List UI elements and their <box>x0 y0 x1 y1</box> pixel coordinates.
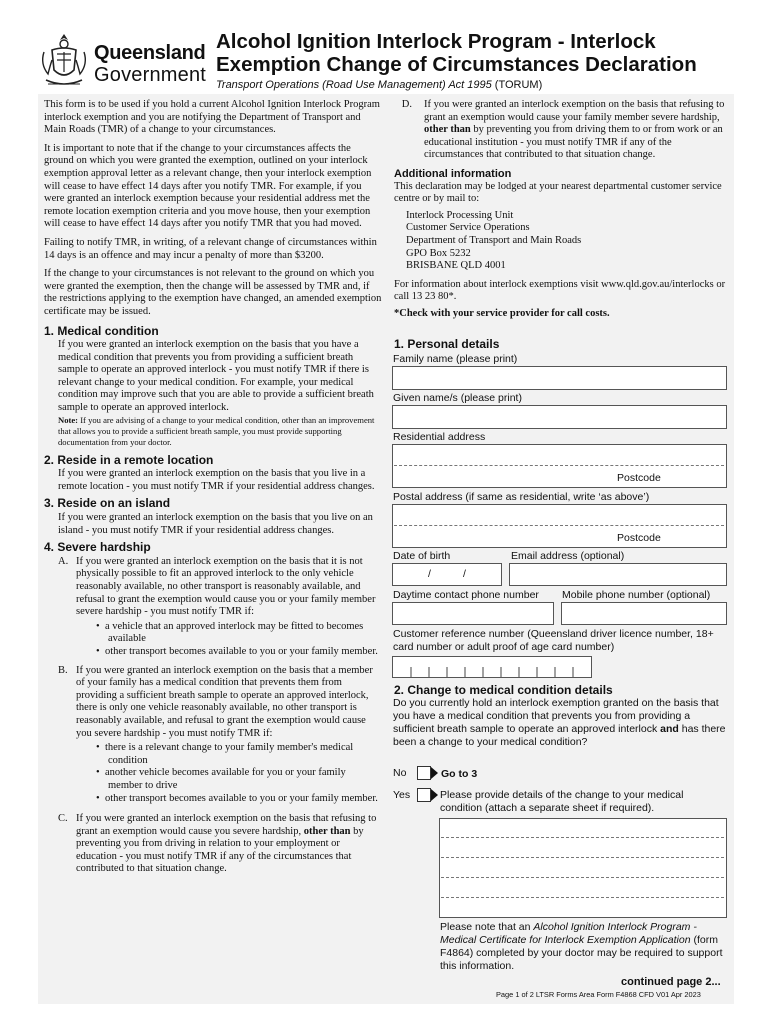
medical-change-heading: 2. Change to medical condition details <box>394 683 613 697</box>
section-heading: 3. Reside on an island <box>44 496 171 511</box>
daytime-phone-input[interactable] <box>392 602 554 625</box>
medical-note: Note: If you are advising of a change to your medical condition, other than an improvement that allows you to provide a sufficient breath sample, you must provide supporting documentation from your doctor. <box>58 414 375 447</box>
additional-info-heading: Additional information <box>394 167 512 180</box>
right-column-info: D. If you were granted an interlock exemption on the basis that refusing to grant an exemption would cause your family member severe hardship, other than by preventing you from driving them to or from work or an educational institution - you must notify TMR if any of the circumstances that contributed to that situation change. Additional information This declaration may be lodged at your nearest departmental customer service centre or by mail to: Interlock Processing Unit Customer Service Operations Department of Transport and Main Roads GPO Box 5232 BRISBANE QLD 4001 For information about interlock exemptions visit www.qld.gov.au/interlocks or call 13 23 80*. *Check with your service provider for call costs. <box>394 99 730 321</box>
footer-text: Page 1 of 2 LTSR Forms Area Form F4868 CFD V01 Apr 2023 <box>496 990 701 999</box>
mailing-address: Interlock Processing Unit Customer Service Operations Department of Transport and Main Roads GPO Box 5232 BRISBANE QLD 4001 <box>406 209 582 272</box>
yes-checkbox[interactable] <box>417 788 431 802</box>
hardship-item-d: D. If you were granted an interlock exemption on the basis that refusing to grant an exemption would cause your family member severe hardship, other than by preventing you from driving them to or from work or an educational institution - you must notify TMR if any of the circumstances that contributed to that situation change. <box>401 99 725 161</box>
hardship-item-a: A. If you were granted an interlock exemption on the basis that it is not physically possible to fit an approved interlock to the only vehicle reasonably available, no other transport is reasonably available, and refusal to grant the exemption would cause you or your family member severe hardship - you must notify TMR if: <box>58 555 376 618</box>
intro-paragraph: It is important to note that if the change to your circumstances affects the ground on which you were granted the exemption, outlined on your interlock exemption approval letter as a relevant change, then your interlock exemption will cease to have effect 14 days after you notify TMR. For example, if you were granted an interlock exemption because your residential address met the remote location exemption criteria and you move house, then your exemption will cease to have effect 14 days after you notify TMR that you had moved. <box>44 142 372 230</box>
medical-change-question: Do you currently hold an interlock exemption granted on the basis that you have a medical condition that prevents you from providing a sufficient breath sample to operate an approved interlock and has there been a change to your medical condition? <box>393 697 726 748</box>
section-heading: 2. Reside in a remote location <box>44 452 214 467</box>
medical-change-details-input[interactable] <box>439 818 727 918</box>
intro-paragraph: Failing to notify TMR, in writing, of a relevant change of circumstances within 14 days is an offence and may incur a penalty of more than $3200. <box>44 236 377 261</box>
intro-paragraph: If the change to your circumstances is not relevant to the ground on which you were granted the exemption, then the change will be assessed by TMR and, if the restrictions applying to the exemption have changed, an amended exemption certificate may be issued. <box>44 268 382 317</box>
intro-paragraph: This form is to be used if you hold a current Alcohol Ignition Interlock Program interlock exemption and you are notifying the Department of Transport and Main Roads (TMR) of a change to your circumstances. <box>44 99 380 136</box>
family-name-input[interactable] <box>392 366 727 390</box>
customer-reference-input[interactable] <box>392 656 592 678</box>
residential-address-input[interactable] <box>392 444 727 488</box>
go-to-3-label: Go to 3 <box>441 768 478 780</box>
medical-certificate-note: Please note that an Alcohol Ignition Interlock Program - Medical Certificate for Interlock Exemption Application (form F4864) completed by your doctor may be required to support this information. <box>440 921 723 972</box>
personal-details-heading: 1. Personal details <box>394 337 500 351</box>
hardship-item-c: C. If you were granted an interlock exemption on the basis that refusing to grant an exemption would cause you severe hardship, other than by preventing you from driving in relation to your employment or education - you must notify TMR if any of the circumstances that contributed to that situation change. <box>58 813 377 875</box>
hardship-item-b: B. If you were granted an interlock exemption on the basis that a member of your family has a medical condition that prevents them from providing a sufficient breath sample to operate an approved interlock, there is only one vehicle reasonably available, no other transport is reasonably available, and refusal to grant the exemption would cause you severe hardship - you must notify TMR if: <box>58 664 373 739</box>
form-subtitle: Transport Operations (Road Use Management) Act 1995 (TORUM) <box>216 79 543 91</box>
email-input[interactable] <box>509 563 727 586</box>
section-heading: 1. Medical condition <box>44 323 159 338</box>
postal-address-input[interactable] <box>392 504 727 548</box>
date-of-birth-input[interactable] <box>392 563 502 586</box>
qld-logo-wordmark: Queensland Government <box>94 42 207 86</box>
arrow-right-icon <box>431 789 438 801</box>
qld-crest-logo <box>38 30 90 90</box>
mobile-phone-input[interactable] <box>561 602 727 625</box>
given-names-input[interactable] <box>392 405 727 429</box>
no-checkbox[interactable] <box>417 766 431 780</box>
digit-dividers <box>393 657 591 677</box>
form-title: Alcohol Ignition Interlock Program - Interlock Exemption Change of Circumstances Declaration <box>216 30 697 76</box>
arrow-right-icon <box>431 767 438 779</box>
continued-label: continued page 2... <box>621 976 721 988</box>
left-column: This form is to be used if you hold a current Alcohol Ignition Interlock Program interlock exemption and you are notifying the Department of Transport and Main Roads (TMR) of a change to your circumstances. It is important to note that if the change to your circumstances affects the ground on which you were granted the exemption, outlined on your interlock exemption approval letter as a relevant change, then your interlock exemption will cease to have effect 14 days after you notify TMR. For example, if you were granted an interlock exemption because your residential address met the remote location exemption criteria and you move house, then your exemption will cease to have effect 14 days after you notify TMR that you had moved. Failing to notify TMR, in writing, of a relevant change of circumstances within 14 days is an offence and may incur a penalty of more than $3200. If the change to your circumstances is not relevant to the ground on which you were granted the exemption, then the change will be assessed by TMR and, if the restrictions applying to the exemption have changed, an amended exemption certificate may be issued. 1. Medical condition If you were granted an interlock exemption on the basis that you have a medical condition that prevents you from providing a sufficient breath sample to operate an approved interlock - you must notify TMR if there is relevant change to your medical condition. For example, your medical condition may improve such that you are able to provide a sufficient breath sample to operate an approved interlock. Note: If you are advising of a change to your medical condition, other than an improvement that allows you to provide a sufficient breath sample, you must provide supporting documentation from your doctor. 2. Reside in a remote location If you were granted an interlock exemption on the basis that you live in a remote location - you must notify TMR if your residential address changes. 3. Reside on an island If you were granted an interlock exemption on the basis that you live on an island - you must notify TMR if your residential address changes. 4. Severe hardship A. If you were granted an interlock exemption on the basis that it is not physically possible to fit an approved interlock to the only vehicle reasonably available, no other transport is reasonably available, and refusal to grant the exemption would cause you or your family member severe hardship - you must notify TMR if: • a vehicle that an approved interlock may be fitted to becomes available • other transport becomes available to you or your family member. B. If you were granted an interlock exemption on the basis that a member of your family has a medical condition that prevents them from providing a sufficient breath sample to operate an approved interlock, there is only one vehicle reasonably available, no other transport is reasonably available, and refusal to grant the exemption would cause you severe hardship - you must notify TMR if: • there is a relevant change to your family member's medical condition • another vehicle becomes available for you or your family member to drive • other transport becomes available to you or your family member. C. If you were granted an interlock exemption on the basis that refusing to grant an exemption would cause you severe hardship, other than by preventing you from driving in relation to your employment or education - you must notify TMR if any of the circumstances that contributed to that situation change. <box>44 99 382 875</box>
section-heading: 4. Severe hardship <box>44 540 151 555</box>
